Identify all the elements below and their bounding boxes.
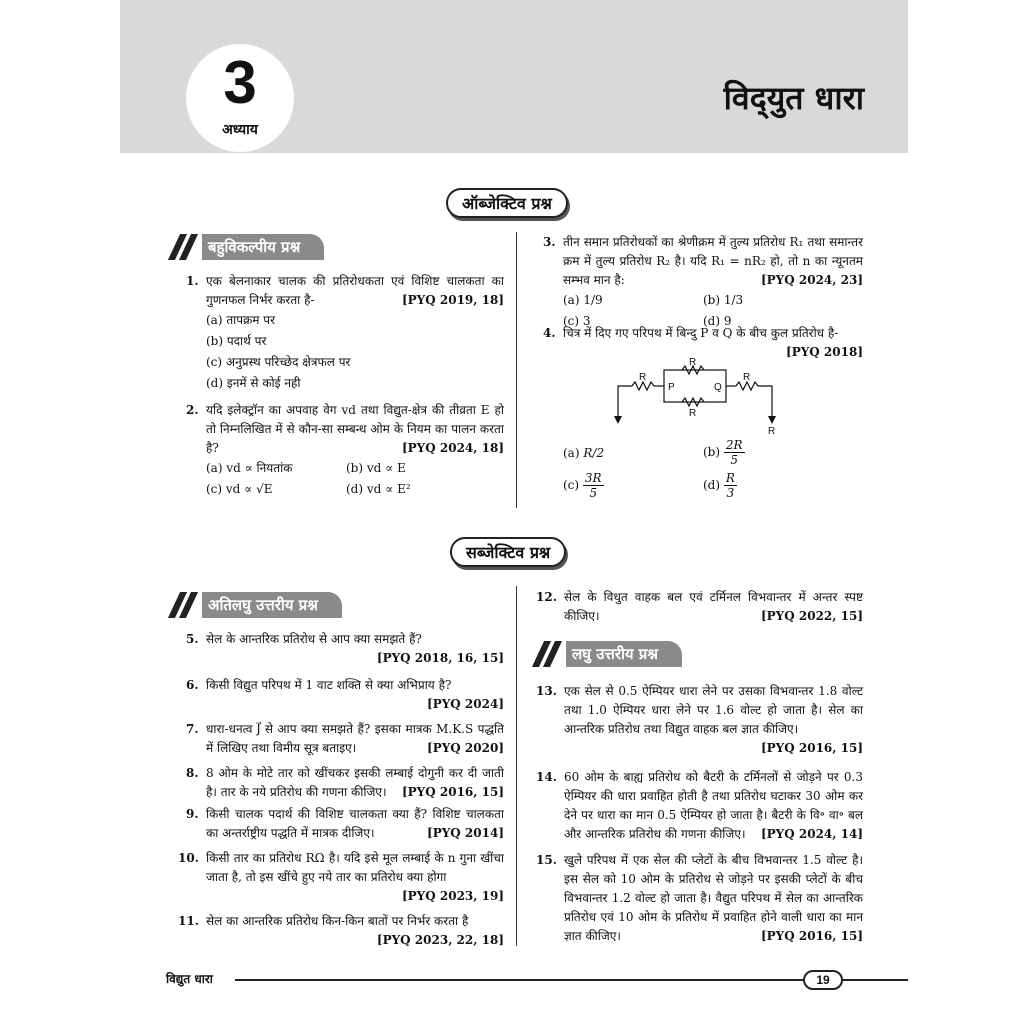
- pyq-tag: [PYQ 2022, 15]: [760, 609, 863, 623]
- question-14: 14. 60 ओम के बाह्य प्रतिरोध को बैटरी के टर्मिनलों से जोड़ने पर 0.3 ऐम्पियर की धारा प्रवाहित होती है तथा प्रतिरोध घटाकर 30 ओम कर देने पर धारा का मान 0.5 ऐम्पियर हो जाता है। बैटरी के वि॰ वा॰ बल और आन्तरिक प्रतिरोध की गणना कीजिए। [PYQ 2024, 14]: [536, 768, 863, 844]
- pyq-tag: [PYQ 2023, 19]: [401, 889, 504, 903]
- page-number: 19: [803, 970, 843, 990]
- very-short-subsection-tag: [168, 592, 342, 618]
- option: (c) 3: [563, 314, 591, 328]
- mcq-subsection-tag: [168, 234, 324, 260]
- question-4-options: [563, 438, 863, 500]
- question-9: 9. किसी चालक पदार्थ की विशिष्ट चालकता क्या हैं? विशिष्ट चालकता का अन्तर्राष्ट्रीय पद्धति में मात्रक दीजिए। [PYQ 2014]: [186, 805, 504, 843]
- short-subsection-label: लघु उत्तरीय प्रश्न: [566, 641, 682, 667]
- option: (b) vd ∝ E: [346, 461, 406, 475]
- mcq-subsection-label: बहुविकल्पीय प्रश्न: [202, 234, 324, 260]
- pyq-tag: [PYQ 2018]: [786, 345, 863, 359]
- chapter-number: 3: [223, 49, 257, 116]
- question-8: 8. 8 ओम के मोटे तार को खींचकर इसकी लम्बाई दोगुनी कर दी जाती है। तार के नये प्रतिरोध की गणना कीजिए। [PYQ 2016, 15]: [186, 764, 504, 802]
- option: (c) अनुप्रस्थ परिच्छेद क्षेत्रफल पर: [206, 355, 351, 369]
- option: (a) R/2: [563, 445, 605, 460]
- point-q-label: Q: [714, 382, 722, 393]
- question-text: चित्र में दिए गए परिपथ में बिन्दु P व Q के बीच कुल प्रतिरोध है-: [563, 326, 839, 340]
- footer-rule: [842, 979, 908, 981]
- footer-chapter-name: विद्युत धारा: [166, 972, 213, 986]
- question-12: 12. सेल के विधुत वाहक बल एवं टर्मिनल विभवान्तर में अन्तर स्पष्ट कीजिए। [PYQ 2022, 15]: [536, 588, 863, 626]
- pyq-tag: [PYQ 2024, 23]: [760, 273, 863, 287]
- short-subsection-tag: [532, 641, 682, 667]
- question-10: 10. किसी तार का प्रतिरोध RΩ है। यदि इसे मूल लम्बाई के n गुना खींचा जाता है, तो इस खींचे हुए नये तार का प्रतिरोध क्या होगा [PYQ 2023, 19]: [178, 849, 504, 906]
- resistor-label: R: [639, 372, 647, 383]
- slash-decoration-icon: [168, 234, 202, 260]
- question-1: 1. एक बेलनाकार चालक की प्रतिरोधकता एवं विशिष्ट चालकता का गुणनफल निर्भर करता है- [PYQ 2019, 18] (a) तापक्रम पर (b) पदार्थ पर (c) अनुप्रस्थ परिच्छेद क्षेत्रफल पर (d) इनमें से कोई नही: [186, 272, 504, 394]
- resistor-label: R: [743, 372, 751, 383]
- option: (d) vd ∝ E²: [346, 482, 411, 496]
- option: (d) इनमें से कोई नही: [206, 376, 301, 390]
- question-6: 6. किसी विद्युत परिपथ में 1 वाट शक्ति से क्या अभिप्राय है? [PYQ 2024]: [186, 676, 504, 714]
- question-7: 7. धारा-धनत्व J⃗ से आप क्या समझते हैं? इसका मात्रक M.K.S पद्धति में लिखिए तथा विमीय सूत्र बताइए। [PYQ 2020]: [186, 720, 504, 758]
- slash-decoration-icon: [532, 641, 566, 667]
- pyq-tag: [PYQ 2019, 18]: [401, 293, 504, 307]
- question-15: 15. खुले परिपथ में एक सेल की प्लेटों के बीच विभवान्तर 1.5 वोल्ट है। इस सेल को 10 ओम के प्रतिरोध से जोड़ने पर इसकी प्लेटों के बीच विभवान्तर 1.2 वोल्ट हो जाता है। वैद्युत परिपथ में सेल का आन्तरिक प्रतिरोध एवं 10 ओम के प्रतिरोध में प्रवाहित होने वाली धारा का मान ज्ञात कीजिए। [PYQ 2016, 15]: [536, 851, 863, 946]
- pyq-tag: [PYQ 2018, 16, 15]: [376, 651, 504, 665]
- column-divider: [516, 586, 517, 946]
- chapter-badge: [186, 44, 294, 152]
- option: (a) vd ∝ नियतांक: [206, 461, 293, 475]
- option: (b) पदार्थ पर: [206, 334, 267, 348]
- question-text: एक बेलनाकार चालक की प्रतिरोधकता एवं विशिष्ट चालकता का गुणनफल निर्भर करता है-: [206, 274, 504, 307]
- chapter-word: अध्याय: [222, 122, 258, 138]
- option: (d) 9: [703, 314, 732, 328]
- option: (b) 1/3: [703, 293, 744, 307]
- question-5: 5. सेल के आन्तरिक प्रतिरोध से आप क्या समझते हैं? [PYQ 2018, 16, 15]: [186, 630, 504, 668]
- resistor-label: R: [689, 408, 697, 419]
- point-p-label: P: [668, 382, 675, 393]
- pyq-tag: [PYQ 2020]: [427, 741, 504, 755]
- option: (a) तापक्रम पर: [206, 313, 276, 327]
- resistor-label: R: [768, 426, 776, 436]
- question-2: 2. यदि इलेक्ट्रॉन का अपवाह वेग vd तथा विद्युत-क्षेत्र की तीव्रता E हो तो निम्नलिखित में से कौन-सा सम्बन्ध ओम के नियम का पालन करता है? [PYQ 2024, 18] (a) vd ∝ नियतांक (b) vd ∝ E (c) vd ∝ √E (d) vd ∝ E²: [186, 401, 504, 500]
- pyq-tag: [PYQ 2024, 14]: [760, 827, 863, 841]
- pyq-tag: [PYQ 2023, 22, 18]: [376, 933, 504, 947]
- question-text: यदि इलेक्ट्रॉन का अपवाह वेग vd तथा विद्युत-क्षेत्र की तीव्रता E हो तो निम्नलिखित में से कौन-सा सम्बन्ध ओम के नियम का पालन करता है?: [206, 403, 504, 455]
- column-divider: [516, 232, 517, 508]
- pyq-tag: [PYQ 2016, 15]: [760, 929, 863, 943]
- resistor-label: R: [689, 357, 697, 368]
- pyq-tag: [PYQ 2016, 15]: [401, 785, 504, 799]
- slash-decoration-icon: [168, 592, 202, 618]
- pyq-tag: [PYQ 2014]: [427, 826, 504, 840]
- chapter-title: विद्‍युत धारा: [723, 79, 864, 117]
- option: (d) $\frac{R}{3}$: [703, 471, 735, 500]
- very-short-subsection-label: अतिलघु उत्तरीय प्रश्न: [202, 592, 342, 618]
- pyq-tag: [PYQ 2024]: [427, 697, 504, 711]
- option: (b) $\frac{2R}{5}$: [703, 438, 743, 467]
- circuit-diagram: [608, 356, 788, 436]
- option: (c) $\frac{3R}{5}$: [563, 471, 602, 500]
- footer-rule: [235, 979, 803, 981]
- question-13: 13. एक सेल से 0.5 ऐम्पियर धारा लेने पर उसका विभवान्तर 1.8 वोल्ट तथा 1.0 ऐम्पियर धारा लेने पर 1.6 वोल्ट हो जाता है। सेल का आन्तरिक प्रतिरोध तथा विद्युत वाहक बल ज्ञात कीजिए। [PYQ 2016, 15]: [536, 682, 863, 758]
- question-3: 3. तीन समान प्रतिरोधकों का श्रेणीक्रम में तुल्य प्रतिरोध R₁ तथा समान्तर क्रम में तुल्य प्रतिरोध R₂ है। यदि R₁ = nR₂ हो, तो n का न्यूनतम सम्भव मान है: [PYQ 2024, 23] (a) 1/9 (b) 1/3 (c) 3 (d) 9: [543, 233, 863, 332]
- option: (a) 1/9: [563, 293, 603, 307]
- objective-section-heading: ऑब्जेक्टिव प्रश्न: [446, 188, 568, 218]
- question-11: 11. सेल का आन्तरिक प्रतिरोध किन-किन बातों पर निर्भर करता है [PYQ 2023, 22, 18]: [178, 912, 504, 950]
- pyq-tag: [PYQ 2024, 18]: [401, 441, 504, 455]
- pyq-tag: [PYQ 2016, 15]: [760, 741, 863, 755]
- question-4: 4. चित्र में दिए गए परिपथ में बिन्दु P व Q के बीच कुल प्रतिरोध है- [PYQ 2018]: [543, 324, 863, 362]
- question-text: तीन समान प्रतिरोधकों का श्रेणीक्रम में तुल्य प्रतिरोध R₁ तथा समान्तर क्रम में तुल्य प्रतिरोध R₂ है। यदि R₁ = nR₂ हो, तो n का न्यूनतम सम्भव मान है:: [563, 235, 863, 287]
- option: (c) vd ∝ √E: [206, 482, 273, 496]
- subjective-section-heading: सब्जेक्टिव प्रश्न: [450, 537, 566, 567]
